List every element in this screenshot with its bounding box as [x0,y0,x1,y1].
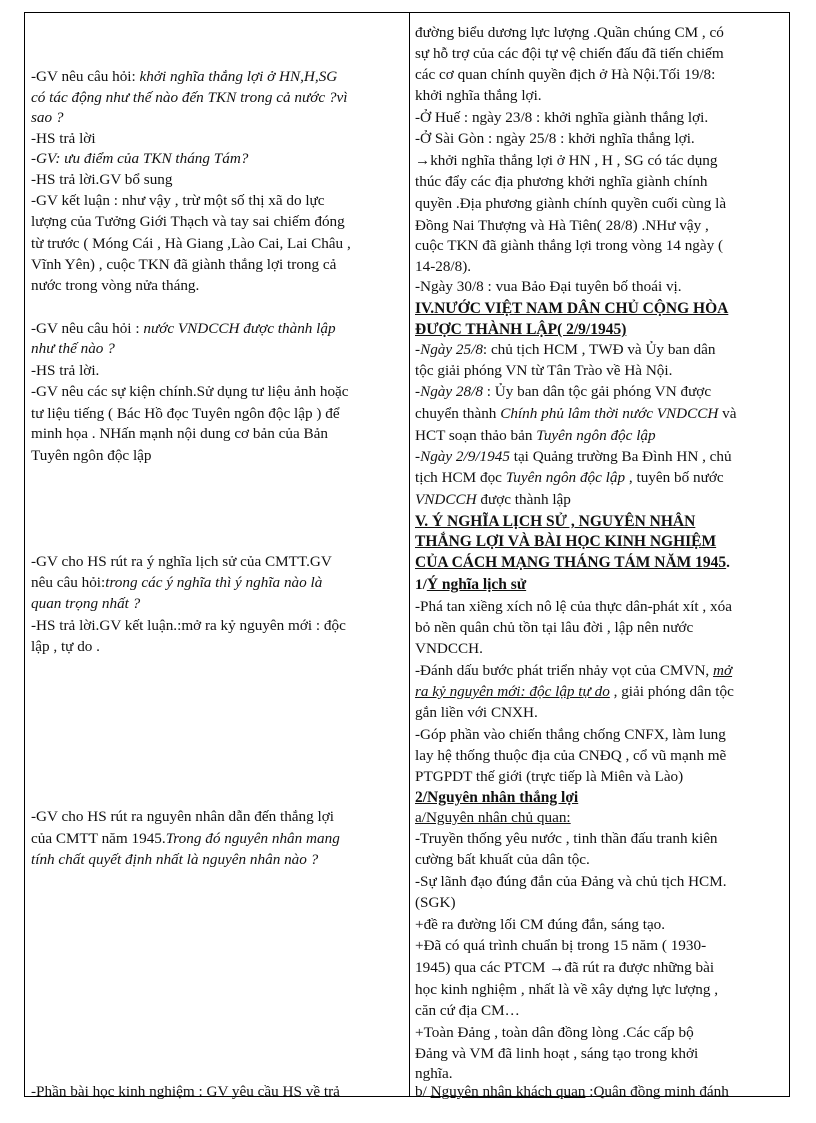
text-run: nghĩa. [415,1065,453,1082]
text-run: mở [713,662,733,679]
left-text-line [31,1082,340,1102]
left-text-line [31,191,325,211]
right-text-line [415,915,665,935]
right-text-line [415,108,708,128]
right-text-line [415,1023,694,1043]
text-run: 1/ [415,576,427,593]
text-run: HCT soạn thảo bản [415,427,537,444]
right-text-line [415,86,542,106]
text-run: VNDCCH [415,491,477,508]
right-text-line [415,1001,520,1021]
left-text-line [31,807,334,827]
text-run: bỏ nền quân chủ tồn tại lâu đời , lập nên nước [415,619,694,636]
text-run: - [415,383,421,400]
right-text-line [415,575,526,595]
right-text-line [415,746,726,766]
text-run: căn cứ địa CM… [415,1002,520,1019]
left-text-line [31,319,336,339]
text-run: -Phần bài học kinh nghiệm : GV yêu cầu HS về trả [31,1083,340,1100]
text-run: -GV nêu câu hỏi: [31,68,140,85]
text-run: học kinh nghiệm , nhất là về xây dựng lực lượng , [415,981,719,998]
text-run: a/Nguyên nhân chủ quan: [415,809,571,826]
text-run: quyền .Địa phương giành chính quyền cuối cùng là [415,195,727,212]
text-run: khởi nghĩa thắng lợi. [415,87,542,104]
text-run: cường bất khuất của dân tộc. [415,851,590,868]
right-text-line [415,151,718,171]
left-text-line [31,424,328,444]
text-run: tại Quảng trường Ba Đình HN , chủ [509,448,732,465]
text-run: 14-28/8). [415,258,472,275]
left-text-line [31,234,351,254]
text-run: ra kỷ nguyên mới: độc lập tự do [415,683,610,700]
text-run: -Đánh dấu bước phát triển nhảy vọt của CMVN, [415,662,714,679]
right-text-line [415,216,709,236]
right-text-line [415,958,714,978]
text-run: +Toàn Đảng , toàn dân đồng lòng .Các cấp bộ [415,1024,694,1041]
text-run: (SGK) [415,894,456,911]
left-text-line [31,446,152,466]
text-run: -GV: ưu điểm của TKN tháng Tám? [31,150,249,167]
text-run: Ý nghĩa lịch sử [426,576,527,593]
text-run: và [718,405,737,422]
right-text-line [415,468,724,488]
text-run: minh họa . NHấn mạnh nội dung cơ bản của Bản [31,425,328,442]
text-run: khởi nghĩa thắng lợi ở HN,H,SG [139,68,338,85]
text-run: nêu câu hỏi: [31,574,106,591]
right-text-line [415,65,715,85]
right-text-line [415,661,732,681]
left-text-line [31,170,173,190]
text-run: b/ [415,1083,431,1100]
text-run: -Ở Huế : ngày 23/8 : khởi nghĩa giành thắng lợi. [415,109,709,126]
right-text-line [415,257,471,277]
text-run: sao ? [31,109,64,126]
text-run: Trong đó nguyên nhân mang [165,830,340,847]
left-text-line [31,573,322,593]
text-run: Đảng và VM đã linh hoạt , sáng tạo trong khởi [415,1045,699,1062]
text-run: , giải phóng dân tộc [609,683,734,700]
right-text-line [415,490,571,510]
right-text-line [415,447,732,467]
right-text-line [415,618,693,638]
text-run: Vĩnh Yên) , cuộc TKN đã giành thắng lợi trong cả [31,256,337,273]
right-text-line [415,872,727,892]
text-run: -HS trả lời [31,130,96,147]
text-run: các cơ quan chính quyền địch ở Hà Nội.Tối 19/8: [415,66,716,83]
text-run: tư liệu tiếng ( Bác Hồ đọc Tuyên ngôn độc lập ) để [31,405,340,422]
text-run: Tuyên ngôn độc lập [505,469,626,486]
text-run: Ngày 28/8 [420,383,483,400]
text-run: sự hỗ trợ của các đội tự vệ chiến đấu đã tiến chiếm [415,45,724,62]
text-run: V. Ý NGHĨA LỊCH SỬ , NGUYÊN NHÂN [415,513,696,530]
text-run: tộc giải phóng VN từ Tân Trào về Hà Nội. [415,362,673,379]
text-run: -HS trả lời.GV bổ sung [31,171,173,188]
right-text-line [415,236,723,256]
left-text-line [31,88,347,108]
right-text-line [415,1082,729,1102]
text-run: PTGPDT thế giới (trực tiếp là Miên và Lào) [415,768,684,785]
text-run: Tuyên ngôn độc lập [31,447,152,464]
text-run: , tuyên bố nước [625,469,724,486]
left-text-line [31,67,337,87]
text-run: đường biểu dương lực lượng .Quần chúng CM , có [415,24,724,41]
text-run: -Truyền thống yêu nước , tinh thần đấu tranh kiên [415,830,718,847]
text-run: tính chất quyết định nhất là nguyên nhân nào ? [31,851,319,868]
text-run: VNDCCH. [415,640,483,657]
text-run: : Ủy ban dân tộc gải phóng VN được [482,383,712,400]
left-text-line [31,212,345,232]
text-run: -Ngày 30/8 : vua Bảo Đại tuyên bố thoái vị. [415,278,682,295]
right-text-line [415,361,672,381]
text-run: -GV kết luận : như vậy , trừ một số thị xã do lực [31,192,325,209]
left-text-line [31,594,140,614]
left-text-line [31,552,332,572]
text-run: nước trong vòng nửa tháng. [31,277,200,294]
text-run: lượng của Tưởng Giới Thạch và tay sai chiếm đóng [31,213,345,230]
text-run: Chính phủ lâm thời nước VNDCCH [500,405,719,422]
left-text-line [31,829,340,849]
text-run: thúc đẩy các địa phương khởi nghĩa giành chính [415,173,708,190]
right-text-line [415,404,737,424]
left-text-line [31,129,96,149]
text-run: trong các ý nghĩa thì ý nghĩa nào là [105,574,323,591]
right-text-line [415,23,724,43]
text-run: -GV cho HS rút ra nguyên nhân dẫn đến thắng lợi [31,808,335,825]
right-text-line [415,725,726,745]
text-run: được thành lập [476,491,571,508]
right-text-line [415,850,590,870]
left-text-line [31,616,346,636]
left-text-line [31,637,100,657]
text-run: lay hệ thống thuộc địa của CNĐQ , cổ vũ mạnh mẽ [415,747,727,764]
text-run: THẮNG LỢI VÀ BÀI HỌC KINH NGHIỆM [415,533,717,550]
right-text-line [415,532,716,552]
column-divider [409,12,410,1097]
text-run: có tác động như thế nào đến TKN trong cả nước ?vì [31,89,348,106]
right-text-line [415,1044,698,1064]
text-run: -HS trả lời. [31,362,100,379]
right-text-line [415,597,732,617]
text-run: IV.NƯỚC VIỆT NAM DÂN CHỦ CỘNG HÒA [415,300,729,317]
text-run: -Ở Sài Gòn : ngày 25/8 : khởi nghĩa thắng lợi. [415,130,695,147]
right-text-line [415,767,683,787]
right-text-line [415,682,734,702]
right-text-line [415,553,730,573]
text-run: - [415,341,421,358]
right-text-line [415,512,695,532]
right-text-line [415,129,695,149]
text-run: +đề ra đường lối CM đúng đắn, sáng tạo. [415,916,666,933]
text-run: :Quân đồng minh đánh [585,1083,729,1100]
right-text-line [415,426,656,446]
text-run: của CMTT năm 1945. [31,830,166,847]
right-text-line [415,893,456,913]
right-text-line [415,788,578,808]
text-run: -GV nêu các sự kiện chính.Sử dụng tư liệu ảnh hoặc [31,383,349,400]
text-run: CỦA CÁCH MẠNG THÁNG TÁM NĂM 1945 [415,554,727,571]
text-run: : chủ tịch HCM , TWĐ và Ủy ban dân [482,341,716,358]
right-text-line [415,829,718,849]
right-text-line [415,194,726,214]
right-text-line [415,639,483,659]
text-run: . [726,554,730,571]
right-text-line [415,44,724,64]
text-run: 2/Nguyên nhân thắng lợi [415,789,579,806]
left-text-line [31,276,199,296]
text-run: -GV cho HS rút ra ý nghĩa lịch sử của CMTT.GV [31,553,332,570]
left-text-line [31,108,64,128]
text-run: tịch HCM đọc [415,469,506,486]
text-run: cuộc TKN đã giành thắng lợi trong vòng 14 ngày ( [415,237,724,254]
left-text-line [31,382,349,402]
text-run: -HS trả lời.GV kết luận.:mở ra kỷ nguyên mới : độc [31,617,346,634]
text-run: →khởi nghĩa thắng lợi ở HN , H , SG có tác dụng [415,152,718,169]
right-text-line [415,320,626,340]
text-run: -GV nêu câu hỏi : [31,320,144,337]
text-run: như thế nào ? [31,340,115,357]
right-text-line [415,340,715,360]
text-run: nước VNDCCH được thành lập [143,320,336,337]
text-run: Ngày 25/8 [420,341,483,358]
text-run: - [415,448,421,465]
text-run: Ngày 2/9/1945 [420,448,510,465]
text-run: Tuyên ngôn độc lập [536,427,656,444]
left-text-line [31,850,318,870]
left-text-line [31,149,248,169]
text-run: -Phá tan xiềng xích nô lệ của thực dân-phát xít , xóa [415,598,732,615]
text-run: chuyển thành [415,405,501,422]
right-text-line [415,277,682,297]
text-run: 1945) qua các PTCM →đã rút ra được những bài [415,959,715,976]
right-text-line [415,703,538,723]
left-text-line [31,404,340,424]
text-run: Nguyên nhân khách quan [430,1083,586,1100]
text-run: -Sự lãnh đạo đúng đắn của Đảng và chủ tịch HCM. [415,873,727,890]
text-run: ĐƯỢC THÀNH LẬP( 2/9/1945) [415,321,627,338]
right-text-line [415,382,711,402]
text-run: -Góp phần vào chiến thắng chống CNFX, làm lung [415,726,726,743]
left-text-line [31,361,99,381]
right-text-line [415,1064,453,1084]
right-text-line [415,980,718,1000]
right-text-line [415,172,708,192]
right-text-line [415,299,728,319]
text-run: +Đã có quá trình chuẩn bị trong 15 năm ( 1930- [415,937,707,954]
left-text-line [31,255,336,275]
text-run: Đồng Nai Thượng và Hà Tiên( 28/8) .NHư vậy , [415,217,709,234]
text-run: quan trọng nhất ? [31,595,141,612]
text-run: từ trước ( Móng Cái , Hà Giang ,Lào Cai, Lai Châu , [31,235,351,252]
text-run: gắn liền với CNXH. [415,704,538,721]
right-text-line [415,936,706,956]
right-text-line [415,808,571,828]
left-text-line [31,339,115,359]
text-run: lập , tự do . [31,638,100,655]
